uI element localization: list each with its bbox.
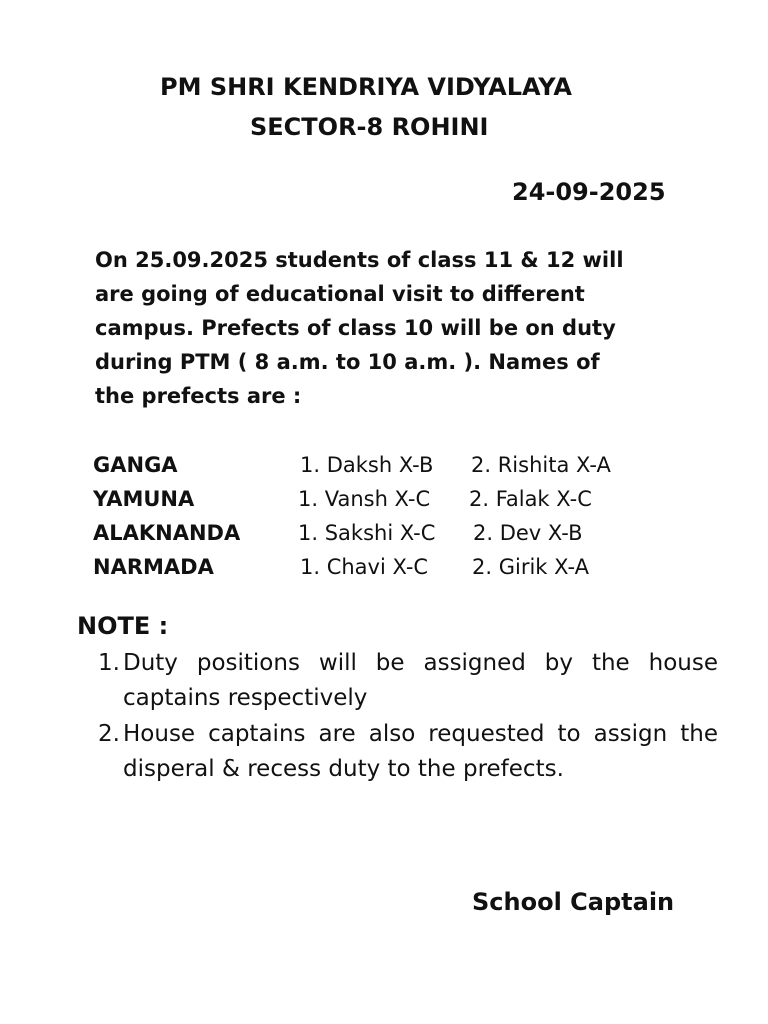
- note-item: [98, 717, 718, 787]
- prefect-narmada-1: 1. Chavi X-C: [300, 555, 429, 579]
- notice-paragraph: [95, 243, 695, 413]
- prefect-yamuna-2: 2. Falak X-C: [469, 487, 592, 511]
- house-name-alaknanda: ALAKNANDA: [93, 521, 241, 545]
- note-list: [98, 646, 718, 788]
- prefect-alaknanda-1: 1. Sakshi X-C: [298, 521, 436, 545]
- school-name: PM SHRI KENDRIYA VIDYALAYA: [160, 73, 572, 101]
- house-name-yamuna: YAMUNA: [93, 487, 195, 511]
- signature-school-captain: School Captain: [472, 888, 675, 916]
- note-item-number: 2.: [98, 721, 120, 747]
- house-name-narmada: NARMADA: [93, 555, 214, 579]
- prefect-ganga-2: 2. Rishita X-A: [471, 453, 611, 477]
- paragraph-line: On 25.09.2025 students of class 11 & 12 will: [95, 248, 624, 272]
- prefect-narmada-2: 2. Girik X-A: [472, 555, 589, 579]
- note-item: [98, 646, 718, 716]
- prefect-yamuna-1: 1. Vansh X-C: [298, 487, 431, 511]
- house-name-ganga: GANGA: [93, 453, 178, 477]
- paragraph-line: are going of educational visit to different: [95, 282, 585, 306]
- note-item-number: 1.: [98, 650, 120, 676]
- paragraph-line: campus. Prefects of class 10 will be on duty: [95, 316, 616, 340]
- note-item-text: Duty positions will be assigned by the house captains respectively: [123, 650, 718, 711]
- paragraph-line: during PTM ( 8 a.m. to 10 a.m. ). Names of: [95, 350, 600, 374]
- prefect-ganga-1: 1. Daksh X-B: [300, 453, 434, 477]
- school-location: SECTOR-8 ROHINI: [250, 113, 489, 141]
- prefect-alaknanda-2: 2. Dev X-B: [473, 521, 583, 545]
- notice-date: 24-09-2025: [512, 178, 666, 206]
- note-title: NOTE :: [77, 612, 169, 640]
- paragraph-line: the prefects are :: [95, 384, 302, 408]
- note-item-text: House captains are also requested to assign the disperal & recess duty to the prefects.: [123, 721, 718, 782]
